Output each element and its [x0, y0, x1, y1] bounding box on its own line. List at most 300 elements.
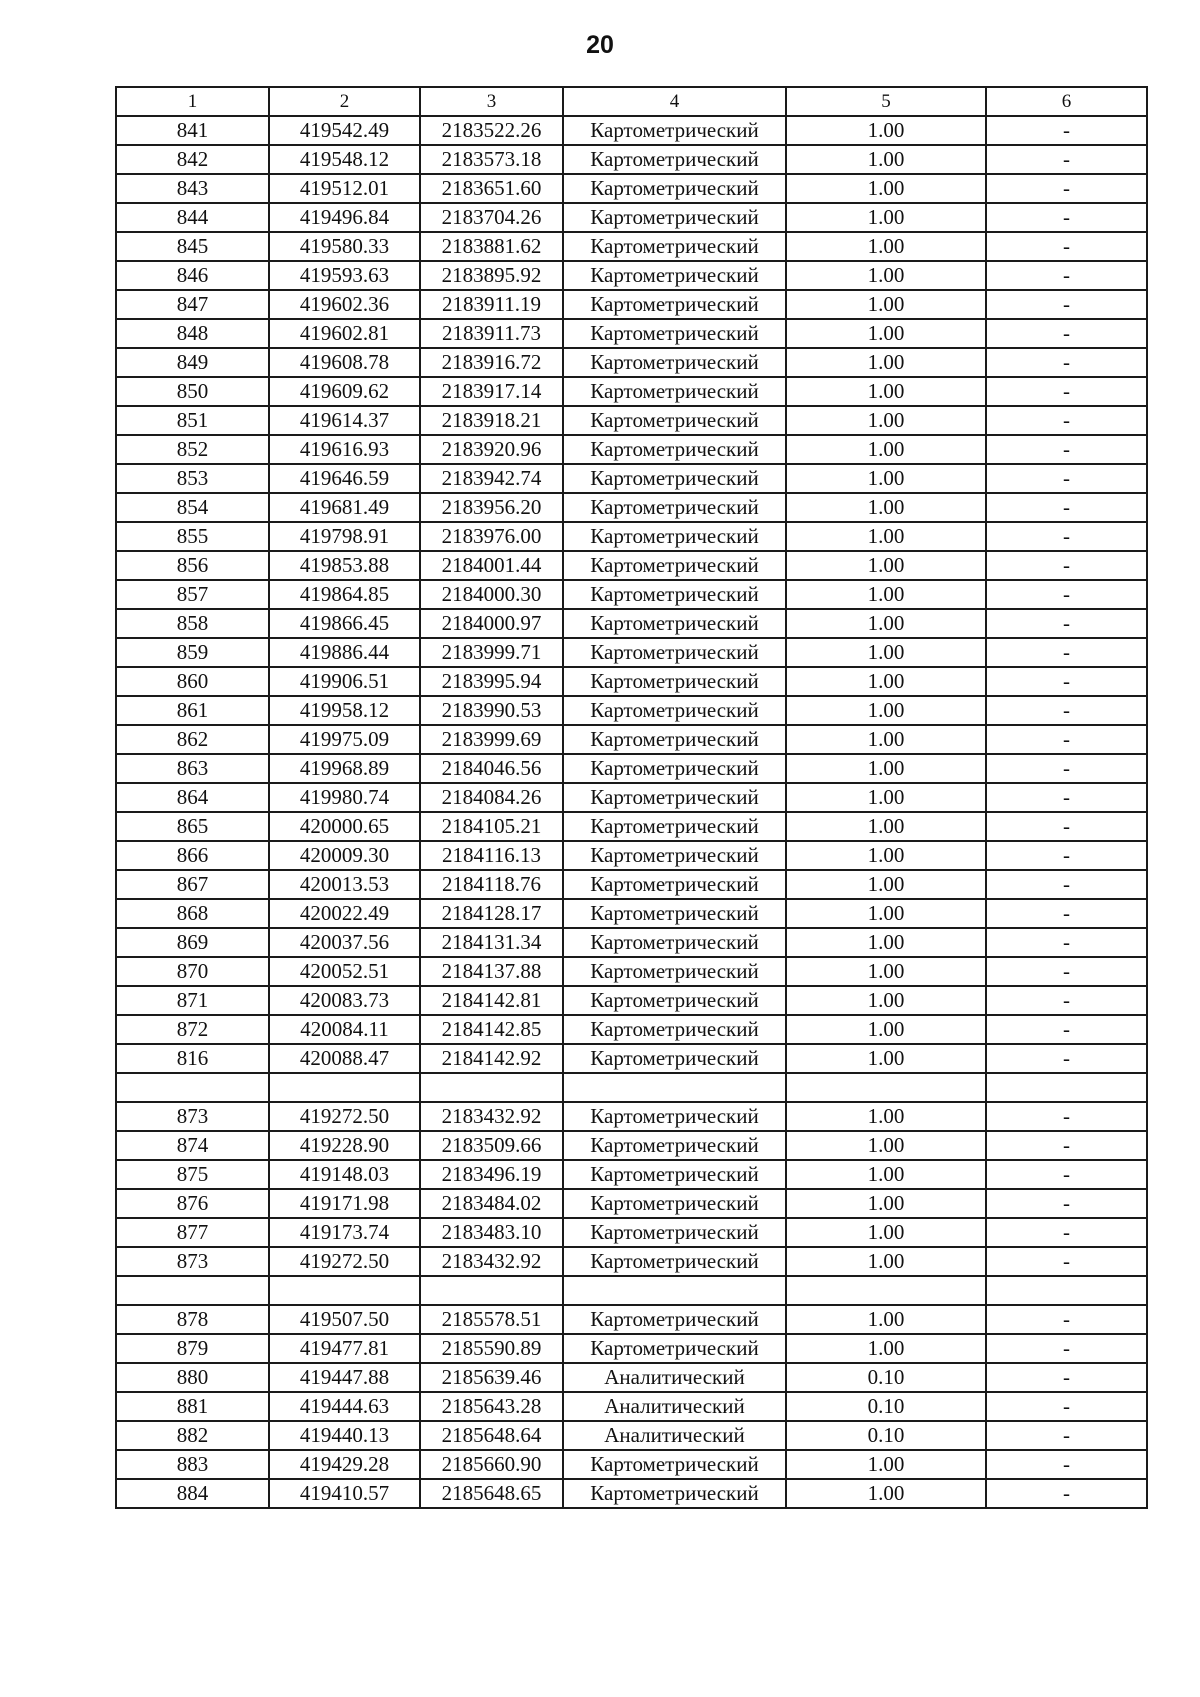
point-number-cell: 843 — [116, 174, 269, 203]
point-number-cell: 866 — [116, 841, 269, 870]
y-coordinate-cell: 2184116.13 — [420, 841, 563, 870]
point-number-cell: 845 — [116, 232, 269, 261]
table-row — [116, 290, 1147, 319]
method-cell: Картометрический — [563, 435, 786, 464]
point-number-cell: 868 — [116, 899, 269, 928]
y-coordinate-cell: 2183704.26 — [420, 203, 563, 232]
y-coordinate-cell: 2184142.81 — [420, 986, 563, 1015]
description-cell: - — [986, 580, 1147, 609]
description-cell: - — [986, 609, 1147, 638]
description-cell — [986, 1276, 1147, 1305]
point-number-cell: 861 — [116, 696, 269, 725]
method-cell: Картометрический — [563, 1131, 786, 1160]
y-coordinate-cell: 2184128.17 — [420, 899, 563, 928]
table-row — [116, 203, 1147, 232]
method-cell: Картометрический — [563, 580, 786, 609]
description-cell: - — [986, 232, 1147, 261]
x-coordinate-cell: 419272.50 — [269, 1102, 420, 1131]
point-number-cell: 848 — [116, 319, 269, 348]
accuracy-cell: 1.00 — [786, 261, 986, 290]
description-cell: - — [986, 1450, 1147, 1479]
method-cell: Картометрический — [563, 1218, 786, 1247]
table-row — [116, 1305, 1147, 1334]
point-number-cell: 873 — [116, 1102, 269, 1131]
point-number-cell: 873 — [116, 1247, 269, 1276]
method-cell: Картометрический — [563, 261, 786, 290]
table-row — [116, 174, 1147, 203]
accuracy-cell: 1.00 — [786, 986, 986, 1015]
y-coordinate-cell: 2183916.72 — [420, 348, 563, 377]
description-cell: - — [986, 841, 1147, 870]
accuracy-cell: 1.00 — [786, 725, 986, 754]
description-cell: - — [986, 493, 1147, 522]
x-coordinate-cell: 419609.62 — [269, 377, 420, 406]
x-coordinate-cell: 419906.51 — [269, 667, 420, 696]
point-number-cell: 852 — [116, 435, 269, 464]
point-number-cell: 846 — [116, 261, 269, 290]
x-coordinate-cell: 419602.36 — [269, 290, 420, 319]
accuracy-cell: 1.00 — [786, 580, 986, 609]
point-number-cell: 865 — [116, 812, 269, 841]
table-row — [116, 696, 1147, 725]
point-number-cell: 862 — [116, 725, 269, 754]
x-coordinate-cell: 420000.65 — [269, 812, 420, 841]
accuracy-cell: 1.00 — [786, 377, 986, 406]
description-cell: - — [986, 667, 1147, 696]
point-number-cell: 884 — [116, 1479, 269, 1508]
accuracy-cell: 1.00 — [786, 1218, 986, 1247]
accuracy-cell: 0.10 — [786, 1421, 986, 1450]
description-cell: - — [986, 1015, 1147, 1044]
table-row — [116, 986, 1147, 1015]
description-cell: - — [986, 1479, 1147, 1508]
accuracy-cell: 1.00 — [786, 609, 986, 638]
method-cell: Картометрический — [563, 348, 786, 377]
x-coordinate-cell: 420083.73 — [269, 986, 420, 1015]
table-row — [116, 899, 1147, 928]
description-cell: - — [986, 116, 1147, 145]
x-coordinate-cell: 419410.57 — [269, 1479, 420, 1508]
point-number-cell: 867 — [116, 870, 269, 899]
x-coordinate-cell: 419507.50 — [269, 1305, 420, 1334]
point-number-cell: 856 — [116, 551, 269, 580]
description-cell: - — [986, 812, 1147, 841]
description-cell: - — [986, 174, 1147, 203]
method-cell: Картометрический — [563, 899, 786, 928]
description-cell: - — [986, 348, 1147, 377]
accuracy-cell: 1.00 — [786, 667, 986, 696]
x-coordinate-cell: 419614.37 — [269, 406, 420, 435]
table-row — [116, 551, 1147, 580]
table-row — [116, 1015, 1147, 1044]
accuracy-cell: 1.00 — [786, 348, 986, 377]
y-coordinate-cell: 2183881.62 — [420, 232, 563, 261]
description-cell: - — [986, 1160, 1147, 1189]
x-coordinate-cell: 419477.81 — [269, 1334, 420, 1363]
method-cell: Картометрический — [563, 203, 786, 232]
y-coordinate-cell: 2183990.53 — [420, 696, 563, 725]
table-row — [116, 261, 1147, 290]
x-coordinate-cell: 419228.90 — [269, 1131, 420, 1160]
accuracy-cell — [786, 1276, 986, 1305]
point-number-cell: 869 — [116, 928, 269, 957]
point-number-cell: 871 — [116, 986, 269, 1015]
description-cell: - — [986, 1044, 1147, 1073]
x-coordinate-cell — [269, 1073, 420, 1102]
method-cell — [563, 1073, 786, 1102]
column-header: 4 — [563, 87, 786, 116]
y-coordinate-cell: 2185639.46 — [420, 1363, 563, 1392]
method-cell: Картометрический — [563, 145, 786, 174]
table-row — [116, 1363, 1147, 1392]
description-cell: - — [986, 725, 1147, 754]
table-row — [116, 638, 1147, 667]
description-cell: - — [986, 319, 1147, 348]
y-coordinate-cell: 2183920.96 — [420, 435, 563, 464]
table-row — [116, 812, 1147, 841]
x-coordinate-cell: 419616.93 — [269, 435, 420, 464]
method-cell: Картометрический — [563, 377, 786, 406]
table-row — [116, 841, 1147, 870]
accuracy-cell: 1.00 — [786, 435, 986, 464]
table-row — [116, 580, 1147, 609]
y-coordinate-cell: 2183999.71 — [420, 638, 563, 667]
table-row — [116, 725, 1147, 754]
method-cell: Картометрический — [563, 116, 786, 145]
point-number-cell: 877 — [116, 1218, 269, 1247]
description-cell: - — [986, 986, 1147, 1015]
method-cell: Картометрический — [563, 754, 786, 783]
y-coordinate-cell: 2184000.97 — [420, 609, 563, 638]
point-number-cell: 883 — [116, 1450, 269, 1479]
method-cell: Картометрический — [563, 725, 786, 754]
method-cell: Картометрический — [563, 957, 786, 986]
accuracy-cell: 1.00 — [786, 841, 986, 870]
description-cell: - — [986, 1218, 1147, 1247]
table-row — [116, 1044, 1147, 1073]
method-cell: Картометрический — [563, 1450, 786, 1479]
table-separator-row — [116, 1073, 1147, 1102]
table-row — [116, 1131, 1147, 1160]
method-cell: Картометрический — [563, 406, 786, 435]
coordinates-table — [115, 86, 1148, 1509]
y-coordinate-cell: 2183522.26 — [420, 116, 563, 145]
accuracy-cell: 1.00 — [786, 754, 986, 783]
accuracy-cell: 1.00 — [786, 464, 986, 493]
accuracy-cell: 1.00 — [786, 783, 986, 812]
y-coordinate-cell — [420, 1073, 563, 1102]
description-cell: - — [986, 290, 1147, 319]
method-cell: Картометрический — [563, 174, 786, 203]
description-cell: - — [986, 377, 1147, 406]
y-coordinate-cell: 2183483.10 — [420, 1218, 563, 1247]
method-cell: Картометрический — [563, 464, 786, 493]
accuracy-cell: 1.00 — [786, 1247, 986, 1276]
point-number-cell: 864 — [116, 783, 269, 812]
accuracy-cell: 1.00 — [786, 812, 986, 841]
table-row — [116, 1160, 1147, 1189]
x-coordinate-cell: 419646.59 — [269, 464, 420, 493]
point-number-cell: 860 — [116, 667, 269, 696]
accuracy-cell: 1.00 — [786, 203, 986, 232]
description-cell: - — [986, 1305, 1147, 1334]
description-cell: - — [986, 754, 1147, 783]
y-coordinate-cell: 2183911.19 — [420, 290, 563, 319]
description-cell: - — [986, 870, 1147, 899]
description-cell: - — [986, 1131, 1147, 1160]
table-separator-row — [116, 1276, 1147, 1305]
method-cell: Картометрический — [563, 319, 786, 348]
column-header: 2 — [269, 87, 420, 116]
point-number-cell: 841 — [116, 116, 269, 145]
y-coordinate-cell: 2183999.69 — [420, 725, 563, 754]
method-cell: Картометрический — [563, 290, 786, 319]
method-cell: Картометрический — [563, 1160, 786, 1189]
description-cell — [986, 1073, 1147, 1102]
method-cell: Аналитический — [563, 1392, 786, 1421]
method-cell: Картометрический — [563, 1044, 786, 1073]
accuracy-cell: 1.00 — [786, 957, 986, 986]
accuracy-cell: 1.00 — [786, 1450, 986, 1479]
method-cell: Аналитический — [563, 1363, 786, 1392]
table-row — [116, 348, 1147, 377]
accuracy-cell: 1.00 — [786, 638, 986, 667]
description-cell: - — [986, 696, 1147, 725]
point-number-cell — [116, 1073, 269, 1102]
point-number-cell: 878 — [116, 1305, 269, 1334]
method-cell: Картометрический — [563, 812, 786, 841]
method-cell: Картометрический — [563, 870, 786, 899]
x-coordinate-cell: 419958.12 — [269, 696, 420, 725]
point-number-cell: 854 — [116, 493, 269, 522]
table-row — [116, 116, 1147, 145]
x-coordinate-cell — [269, 1276, 420, 1305]
table-row — [116, 522, 1147, 551]
x-coordinate-cell: 419866.45 — [269, 609, 420, 638]
table-row — [116, 1102, 1147, 1131]
x-coordinate-cell: 419593.63 — [269, 261, 420, 290]
accuracy-cell: 1.00 — [786, 145, 986, 174]
table-row — [116, 667, 1147, 696]
accuracy-cell: 1.00 — [786, 551, 986, 580]
method-cell: Картометрический — [563, 986, 786, 1015]
description-cell: - — [986, 1102, 1147, 1131]
table-row — [116, 783, 1147, 812]
y-coordinate-cell: 2185648.65 — [420, 1479, 563, 1508]
accuracy-cell: 1.00 — [786, 899, 986, 928]
y-coordinate-cell: 2184105.21 — [420, 812, 563, 841]
method-cell: Картометрический — [563, 522, 786, 551]
x-coordinate-cell: 420084.11 — [269, 1015, 420, 1044]
table-row — [116, 232, 1147, 261]
point-number-cell — [116, 1276, 269, 1305]
x-coordinate-cell: 419444.63 — [269, 1392, 420, 1421]
x-coordinate-cell: 419608.78 — [269, 348, 420, 377]
method-cell: Аналитический — [563, 1421, 786, 1450]
column-header: 3 — [420, 87, 563, 116]
y-coordinate-cell: 2184046.56 — [420, 754, 563, 783]
description-cell: - — [986, 638, 1147, 667]
table-row — [116, 870, 1147, 899]
description-cell: - — [986, 1392, 1147, 1421]
accuracy-cell: 1.00 — [786, 290, 986, 319]
method-cell: Картометрический — [563, 1102, 786, 1131]
method-cell: Картометрический — [563, 1247, 786, 1276]
accuracy-cell: 1.00 — [786, 522, 986, 551]
accuracy-cell: 1.00 — [786, 1044, 986, 1073]
method-cell: Картометрический — [563, 1189, 786, 1218]
column-header: 6 — [986, 87, 1147, 116]
y-coordinate-cell: 2185660.90 — [420, 1450, 563, 1479]
description-cell: - — [986, 783, 1147, 812]
y-coordinate-cell: 2185643.28 — [420, 1392, 563, 1421]
y-coordinate-cell: 2183496.19 — [420, 1160, 563, 1189]
accuracy-cell: 1.00 — [786, 493, 986, 522]
description-cell: - — [986, 1334, 1147, 1363]
table-row — [116, 319, 1147, 348]
y-coordinate-cell: 2183956.20 — [420, 493, 563, 522]
accuracy-cell: 1.00 — [786, 870, 986, 899]
table-header-row — [116, 87, 1147, 116]
point-number-cell: 879 — [116, 1334, 269, 1363]
accuracy-cell: 1.00 — [786, 116, 986, 145]
table-row — [116, 928, 1147, 957]
description-cell: - — [986, 899, 1147, 928]
y-coordinate-cell: 2183942.74 — [420, 464, 563, 493]
method-cell: Картометрический — [563, 1334, 786, 1363]
accuracy-cell: 1.00 — [786, 928, 986, 957]
table-row — [116, 493, 1147, 522]
method-cell: Картометрический — [563, 696, 786, 725]
x-coordinate-cell: 419512.01 — [269, 174, 420, 203]
y-coordinate-cell: 2185648.64 — [420, 1421, 563, 1450]
page-number: 20 — [586, 31, 614, 59]
point-number-cell: 858 — [116, 609, 269, 638]
table-row — [116, 1450, 1147, 1479]
method-cell: Картометрический — [563, 551, 786, 580]
point-number-cell: 853 — [116, 464, 269, 493]
point-number-cell: 863 — [116, 754, 269, 783]
point-number-cell: 881 — [116, 1392, 269, 1421]
table-row — [116, 609, 1147, 638]
x-coordinate-cell: 420022.49 — [269, 899, 420, 928]
point-number-cell: 844 — [116, 203, 269, 232]
y-coordinate-cell: 2183895.92 — [420, 261, 563, 290]
description-cell: - — [986, 1189, 1147, 1218]
description-cell: - — [986, 261, 1147, 290]
y-coordinate-cell: 2184118.76 — [420, 870, 563, 899]
column-header: 5 — [786, 87, 986, 116]
method-cell: Картометрический — [563, 1479, 786, 1508]
table-row — [116, 464, 1147, 493]
y-coordinate-cell: 2184142.92 — [420, 1044, 563, 1073]
table-row — [116, 1218, 1147, 1247]
accuracy-cell: 1.00 — [786, 1189, 986, 1218]
table-row — [116, 1189, 1147, 1218]
accuracy-cell — [786, 1073, 986, 1102]
accuracy-cell: 1.00 — [786, 232, 986, 261]
point-number-cell: 882 — [116, 1421, 269, 1450]
point-number-cell: 875 — [116, 1160, 269, 1189]
point-number-cell: 849 — [116, 348, 269, 377]
point-number-cell: 874 — [116, 1131, 269, 1160]
point-number-cell: 850 — [116, 377, 269, 406]
accuracy-cell: 0.10 — [786, 1363, 986, 1392]
description-cell: - — [986, 406, 1147, 435]
x-coordinate-cell: 419440.13 — [269, 1421, 420, 1450]
table-row — [116, 1247, 1147, 1276]
x-coordinate-cell: 420037.56 — [269, 928, 420, 957]
point-number-cell: 880 — [116, 1363, 269, 1392]
x-coordinate-cell: 419886.44 — [269, 638, 420, 667]
method-cell: Картометрический — [563, 232, 786, 261]
x-coordinate-cell: 419602.81 — [269, 319, 420, 348]
description-cell: - — [986, 464, 1147, 493]
method-cell: Картометрический — [563, 638, 786, 667]
y-coordinate-cell: 2183432.92 — [420, 1247, 563, 1276]
y-coordinate-cell: 2183573.18 — [420, 145, 563, 174]
x-coordinate-cell: 419853.88 — [269, 551, 420, 580]
x-coordinate-cell: 419968.89 — [269, 754, 420, 783]
y-coordinate-cell: 2184084.26 — [420, 783, 563, 812]
x-coordinate-cell: 419272.50 — [269, 1247, 420, 1276]
description-cell: - — [986, 928, 1147, 957]
description-cell: - — [986, 203, 1147, 232]
x-coordinate-cell: 419681.49 — [269, 493, 420, 522]
point-number-cell: 847 — [116, 290, 269, 319]
x-coordinate-cell: 419798.91 — [269, 522, 420, 551]
description-cell: - — [986, 1363, 1147, 1392]
y-coordinate-cell: 2183651.60 — [420, 174, 563, 203]
x-coordinate-cell: 419548.12 — [269, 145, 420, 174]
x-coordinate-cell: 419980.74 — [269, 783, 420, 812]
table-row — [116, 435, 1147, 464]
point-number-cell: 859 — [116, 638, 269, 667]
table-row — [116, 145, 1147, 174]
table-row — [116, 377, 1147, 406]
y-coordinate-cell: 2183976.00 — [420, 522, 563, 551]
x-coordinate-cell: 419542.49 — [269, 116, 420, 145]
y-coordinate-cell: 2185578.51 — [420, 1305, 563, 1334]
x-coordinate-cell: 419148.03 — [269, 1160, 420, 1189]
method-cell — [563, 1276, 786, 1305]
accuracy-cell: 1.00 — [786, 1015, 986, 1044]
x-coordinate-cell: 419447.88 — [269, 1363, 420, 1392]
y-coordinate-cell: 2183995.94 — [420, 667, 563, 696]
description-cell: - — [986, 551, 1147, 580]
method-cell: Картометрический — [563, 1305, 786, 1334]
x-coordinate-cell: 420009.30 — [269, 841, 420, 870]
accuracy-cell: 1.00 — [786, 319, 986, 348]
y-coordinate-cell: 2184137.88 — [420, 957, 563, 986]
table-row — [116, 1421, 1147, 1450]
method-cell: Картометрический — [563, 609, 786, 638]
accuracy-cell: 1.00 — [786, 1160, 986, 1189]
table-row — [116, 754, 1147, 783]
x-coordinate-cell: 420088.47 — [269, 1044, 420, 1073]
accuracy-cell: 0.10 — [786, 1392, 986, 1421]
table-row — [116, 1479, 1147, 1508]
description-cell: - — [986, 435, 1147, 464]
accuracy-cell: 1.00 — [786, 1334, 986, 1363]
y-coordinate-cell: 2184000.30 — [420, 580, 563, 609]
y-coordinate-cell: 2183918.21 — [420, 406, 563, 435]
x-coordinate-cell: 419864.85 — [269, 580, 420, 609]
point-number-cell: 855 — [116, 522, 269, 551]
accuracy-cell: 1.00 — [786, 1305, 986, 1334]
x-coordinate-cell: 419975.09 — [269, 725, 420, 754]
point-number-cell: 857 — [116, 580, 269, 609]
